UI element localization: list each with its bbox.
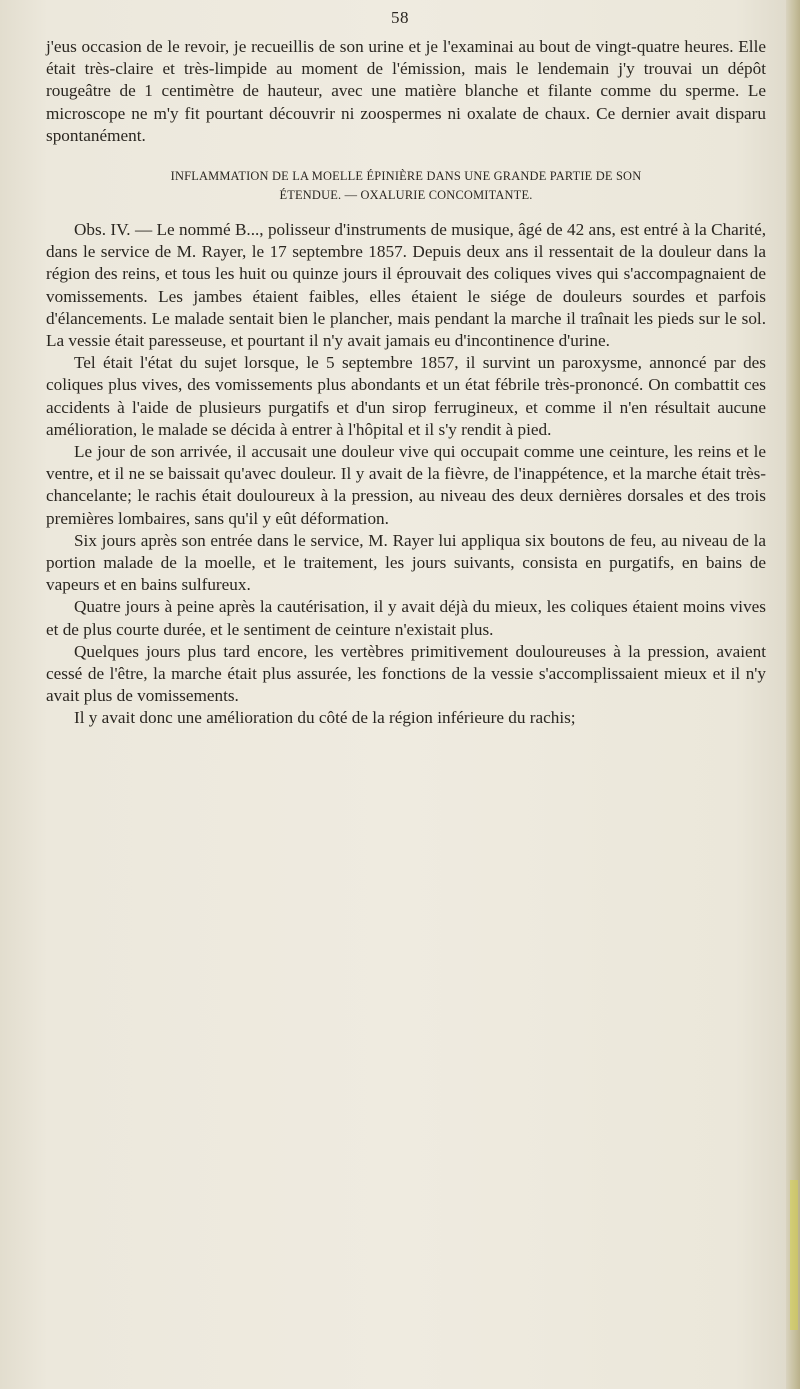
body-paragraph: Tel était l'état du sujet lorsque, le 5 septembre 1857, il survint un paroxysme, annoncé par des coliques plus vives, des vomissements plus abondants et un état fébrile très-prononcé. On combattit ces accidents à l'aide de plusieurs purgatifs et d'un sirop ferrugineux, et comme il n'en résultait aucune amélioration, le malade se décida à entrer à l'hôpital et il s'y rendit à pied. [46, 353, 766, 439]
body-paragraph: Le jour de son arrivée, il accusait une douleur vive qui occupait comme une ceinture, les reins et le ventre, et il ne se baissait qu'avec douleur. Il y avait de la fièvre, de l'inappétence, et la marche était très-chancelante; le rachis était douloureux à la pression, au niveau des deux dernières dorsales et des trois premières lombaires, sans qu'il y eût déformation. [46, 442, 766, 528]
page-body [46, 36, 766, 730]
body-paragraph: Il y avait donc une amélioration du côté de la région inférieure du rachis; [74, 708, 576, 728]
intro-paragraph: j'eus occasion de le revoir, je recueillis de son urine et je l'examinai au bout de vingt-quatre heures. Elle était très-claire et très-limpide au moment de l'émission, mais le lendemain j'y trouvai un dépôt rougeâtre de 1 centimètre de hauteur, avec une matière blanche et filante comme du sperme. Le microscope ne m'y fit pourtant découvrir ni zoospermes ni oxalate de chaux. Ce dernier avait disparu spontanément. [46, 37, 766, 145]
body-paragraph: Quelques jours plus tard encore, les vertèbres primitivement douloureuses à la pression, avaient cessé de l'être, la marche était plus assurée, les fonctions de la vessie s'accomplissaient mieux et il n'y avait plus de vomissements. [46, 641, 766, 706]
body-paragraph: Six jours après son entrée dans le service, M. Rayer lui appliqua six boutons de feu, au niveau de la portion malade de la moelle, et le traitement, les jours suivants, consista en purgatifs, en bains de vapeurs et en bains sulfureux. [46, 530, 766, 595]
page-edge-tint [790, 1180, 798, 1330]
section-heading [46, 167, 766, 205]
section-heading-line-2: ÉTENDUE. — OXALURIE CONCOMITANTE. [279, 188, 533, 203]
observation-paragraph: Obs. IV. — Le nommé B..., polisseur d'instruments de musique, âgé de 42 ans, est entré à la Charité, dans le service de M. Rayer, le 17 septembre 1857. Depuis deux ans il ressentait de la douleur dans la région des reins, et tous les huit ou quinze jours il éprouvait des coliques vives qui s'accompagnaient de vomissements. Les jambes étaient faibles, elles étaient le siége de douleurs sourdes et parfois d'élancements. Le malade sentait bien le plancher, mais pendant la marche il traînait les pieds sur le sol. La vessie était paresseuse, et pourtant il n'y avait jamais eu d'incontinence d'urine. [46, 220, 766, 351]
body-paragraph: Quatre jours à peine après la cautérisation, il y avait déjà du mieux, les coliques étaient moins vives et de plus courte durée, et le sentiment de ceinture n'existait plus. [46, 597, 766, 639]
page-number: 58 [391, 8, 409, 27]
section-heading-line-1: INFLAMMATION DE LA MOELLE ÉPINIÈRE DANS UNE GRANDE PARTIE DE SON [170, 169, 642, 184]
